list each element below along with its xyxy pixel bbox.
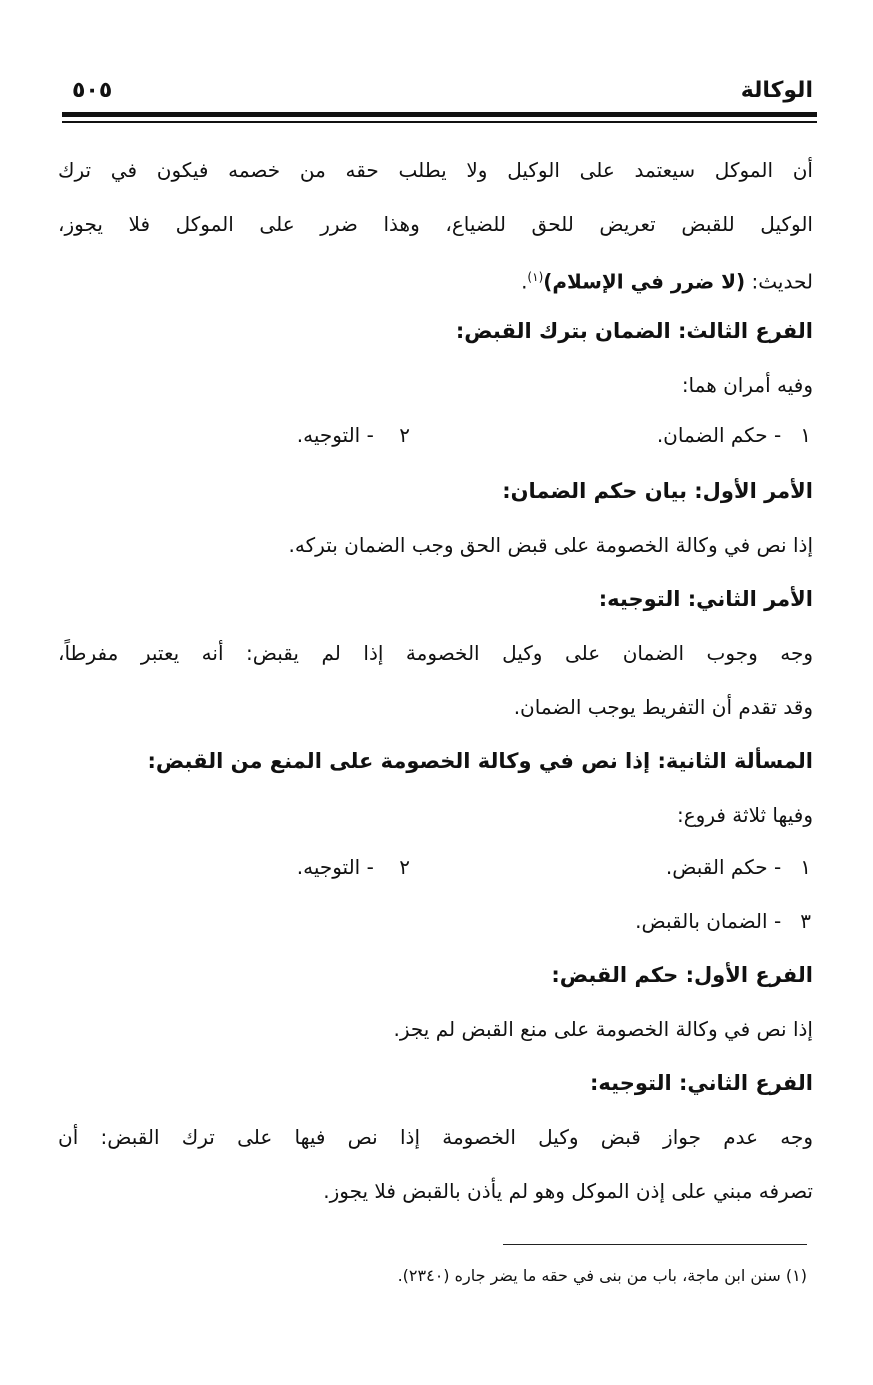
list-text: - التوجيه. (296, 423, 374, 447)
section-heading: الفرع الثاني: التوجيه: (590, 1071, 813, 1095)
header-rule-thick (62, 112, 817, 117)
footnote-separator (503, 1244, 807, 1245)
paragraph-line: الوكيل للقبض تعريض للحق للضياع، وهذا ضرر على الموكل فلا يجوز، (58, 212, 813, 236)
footnote-reference: (١) (527, 270, 544, 284)
hadith-quote: (لا ضرر في الإسلام) (543, 269, 746, 294)
list-number: ٣ (800, 909, 811, 933)
section-heading: الفرع الثالث: الضمان بترك القبض: (455, 319, 813, 343)
paragraph-line: إذا نص في وكالة الخصومة على منع القبض لم يجز. (393, 1017, 813, 1041)
list-item (297, 420, 410, 450)
list-text: - التوجيه. (296, 855, 374, 879)
header-rule-thin (62, 121, 817, 123)
list-number: ٢ (399, 423, 410, 447)
paragraph-line: تصرفه مبني على إذن الموكل وهو لم يأذن بالقبض فلا يجوز. (323, 1179, 813, 1203)
list-number: ٢ (399, 855, 410, 879)
list-number: ١ (800, 855, 811, 879)
intro-text: وفيها ثلاثة فروع: (677, 803, 813, 827)
list-item (635, 906, 811, 936)
list-item (666, 852, 811, 882)
section-heading: الأمر الثاني: التوجيه: (598, 587, 813, 611)
section-heading: الأمر الأول: بيان حكم الضمان: (502, 479, 813, 503)
intro-text: وفيه أمران هما: (681, 373, 813, 397)
list-text: - الضمان بالقبض. (635, 909, 782, 933)
paragraph-line: إذا نص في وكالة الخصومة على قبض الحق وجب الضمان بتركه. (288, 533, 813, 557)
list-text: - حكم القبض. (665, 855, 782, 879)
list-number: ١ (800, 423, 811, 447)
chapter-title: الوكالة (740, 78, 813, 103)
list-text: - حكم الضمان. (656, 423, 782, 447)
list-item (657, 420, 811, 450)
paragraph-line: أن الموكل سيعتمد على الوكيل ولا يطلب حقه من خصمه فيكون في ترك (58, 158, 813, 182)
hadith-suffix: . (521, 269, 528, 294)
section-heading: الفرع الأول: حكم القبض: (551, 963, 813, 987)
section-heading: المسألة الثانية: إذا نص في وكالة الخصومة على المنع من القبض: (147, 749, 813, 773)
list-item (297, 852, 410, 882)
page-header (62, 70, 813, 110)
paragraph-line: وجه عدم جواز قبض وكيل الخصومة إذا نص فيها على ترك القبض: أن (58, 1125, 813, 1149)
paragraph-line: وقد تقدم أن التفريط يوجب الضمان. (513, 695, 813, 719)
footnote: (١) سنن ابن ماجة، باب من بنى في حقه ما يضر جاره (٢٣٤٠). (397, 1266, 807, 1285)
paragraph-line: وجه وجوب الضمان على وكيل الخصومة إذا لم يقبض: أنه يعتبر مفرطاً، (58, 641, 813, 665)
paragraph-line-hadith (58, 262, 813, 297)
hadith-prefix: لحديث: (751, 269, 813, 294)
page-number: ٥٠٥ (72, 78, 113, 103)
